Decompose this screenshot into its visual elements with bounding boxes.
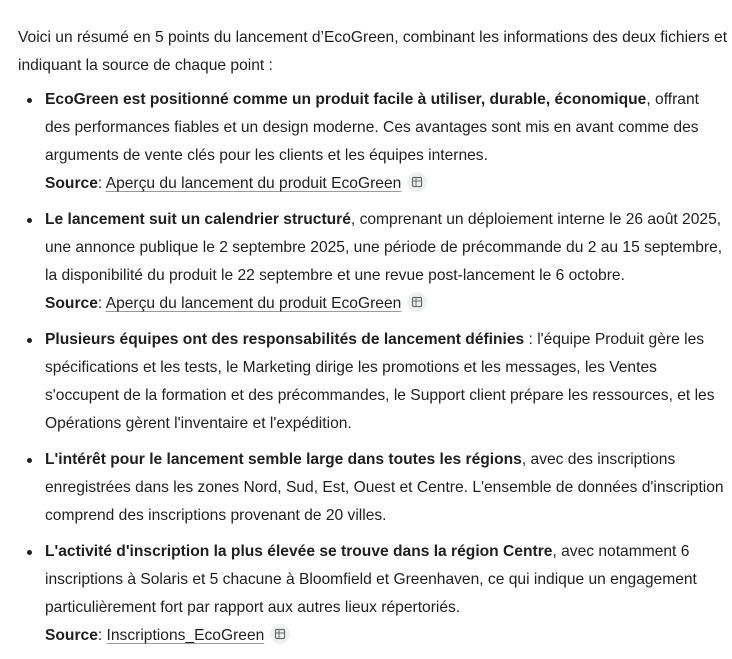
point-text: : l'équipe Produit gère les spécifications et les tests, le Marketing dirige les promotions et les messages, les Ventes s'occupent de la formation et des précommandes, le Support client prépare les ressources, et les Opérations gèrent l'inventaire et l'expédition. <box>45 331 715 432</box>
summary-list <box>18 86 728 650</box>
spreadsheet-file-icon[interactable] <box>407 292 427 312</box>
point-lead: EcoGreen est positionné comme un produit facile à utiliser, durable, économique <box>45 91 647 108</box>
point-lead: L'activité d'inscription la plus élevée se trouve dans la région Centre <box>45 543 553 560</box>
point-text: , comprenant un déploiement interne le 26 août 2025, une annonce publique le 2 septembre 2025, une période de précommande du 2 au 15 septembre, la disponibilité du produit le 22 septembre et une revue post-lancement le 6 octobre. <box>45 211 723 284</box>
point-lead: Plusieurs équipes ont des responsabilités de lancement définies <box>45 331 525 348</box>
list-item <box>18 538 728 650</box>
source-link[interactable]: Aperçu du lancement du produit EcoGreen <box>105 175 402 192</box>
source-line: Source: Inscriptions_EcoGreen <box>45 622 728 650</box>
source-line: Source: Aperçu du lancement du produit EcoGreen <box>45 290 728 318</box>
source-link[interactable]: Inscriptions_EcoGreen <box>106 627 265 644</box>
point-lead: L'intérêt pour le lancement semble large dans toutes les régions <box>45 451 522 468</box>
list-item <box>18 86 728 198</box>
point-lead: Le lancement suit un calendrier structuré <box>45 211 351 228</box>
spreadsheet-file-icon[interactable] <box>407 172 427 192</box>
source-label: Source <box>45 627 98 644</box>
source-line: Source: Aperçu du lancement du produit EcoGreen <box>45 170 728 198</box>
list-item <box>18 326 728 438</box>
source-label: Source <box>45 295 98 312</box>
intro-text: Voici un résumé en 5 points du lancement d’EcoGreen, combinant les informations des deux fichiers et indiquant la source de chaque point : <box>18 29 728 74</box>
point-text: , offrant des performances fiables et un design moderne. Ces avantages sont mis en avant comme des arguments de vente clés pour les clients et les équipes internes. <box>45 91 699 164</box>
list-item <box>18 206 728 318</box>
source-link[interactable]: Aperçu du lancement du produit EcoGreen <box>105 295 402 312</box>
source-label: Source <box>45 175 98 192</box>
spreadsheet-file-icon[interactable] <box>270 624 290 644</box>
list-item <box>18 446 728 530</box>
point-text: , avec des inscriptions enregistrées dans les zones Nord, Sud, Est, Ouest et Centre. L'ensemble de données d'inscription comprend des inscriptions provenant de 20 villes. <box>45 451 724 524</box>
point-text: , avec notamment 6 inscriptions à Solaris et 5 chacune à Bloomfield et Greenhaven, ce qui indique un engagement particulièrement fort par rapport aux autres lieux répertoriés. <box>45 543 697 616</box>
